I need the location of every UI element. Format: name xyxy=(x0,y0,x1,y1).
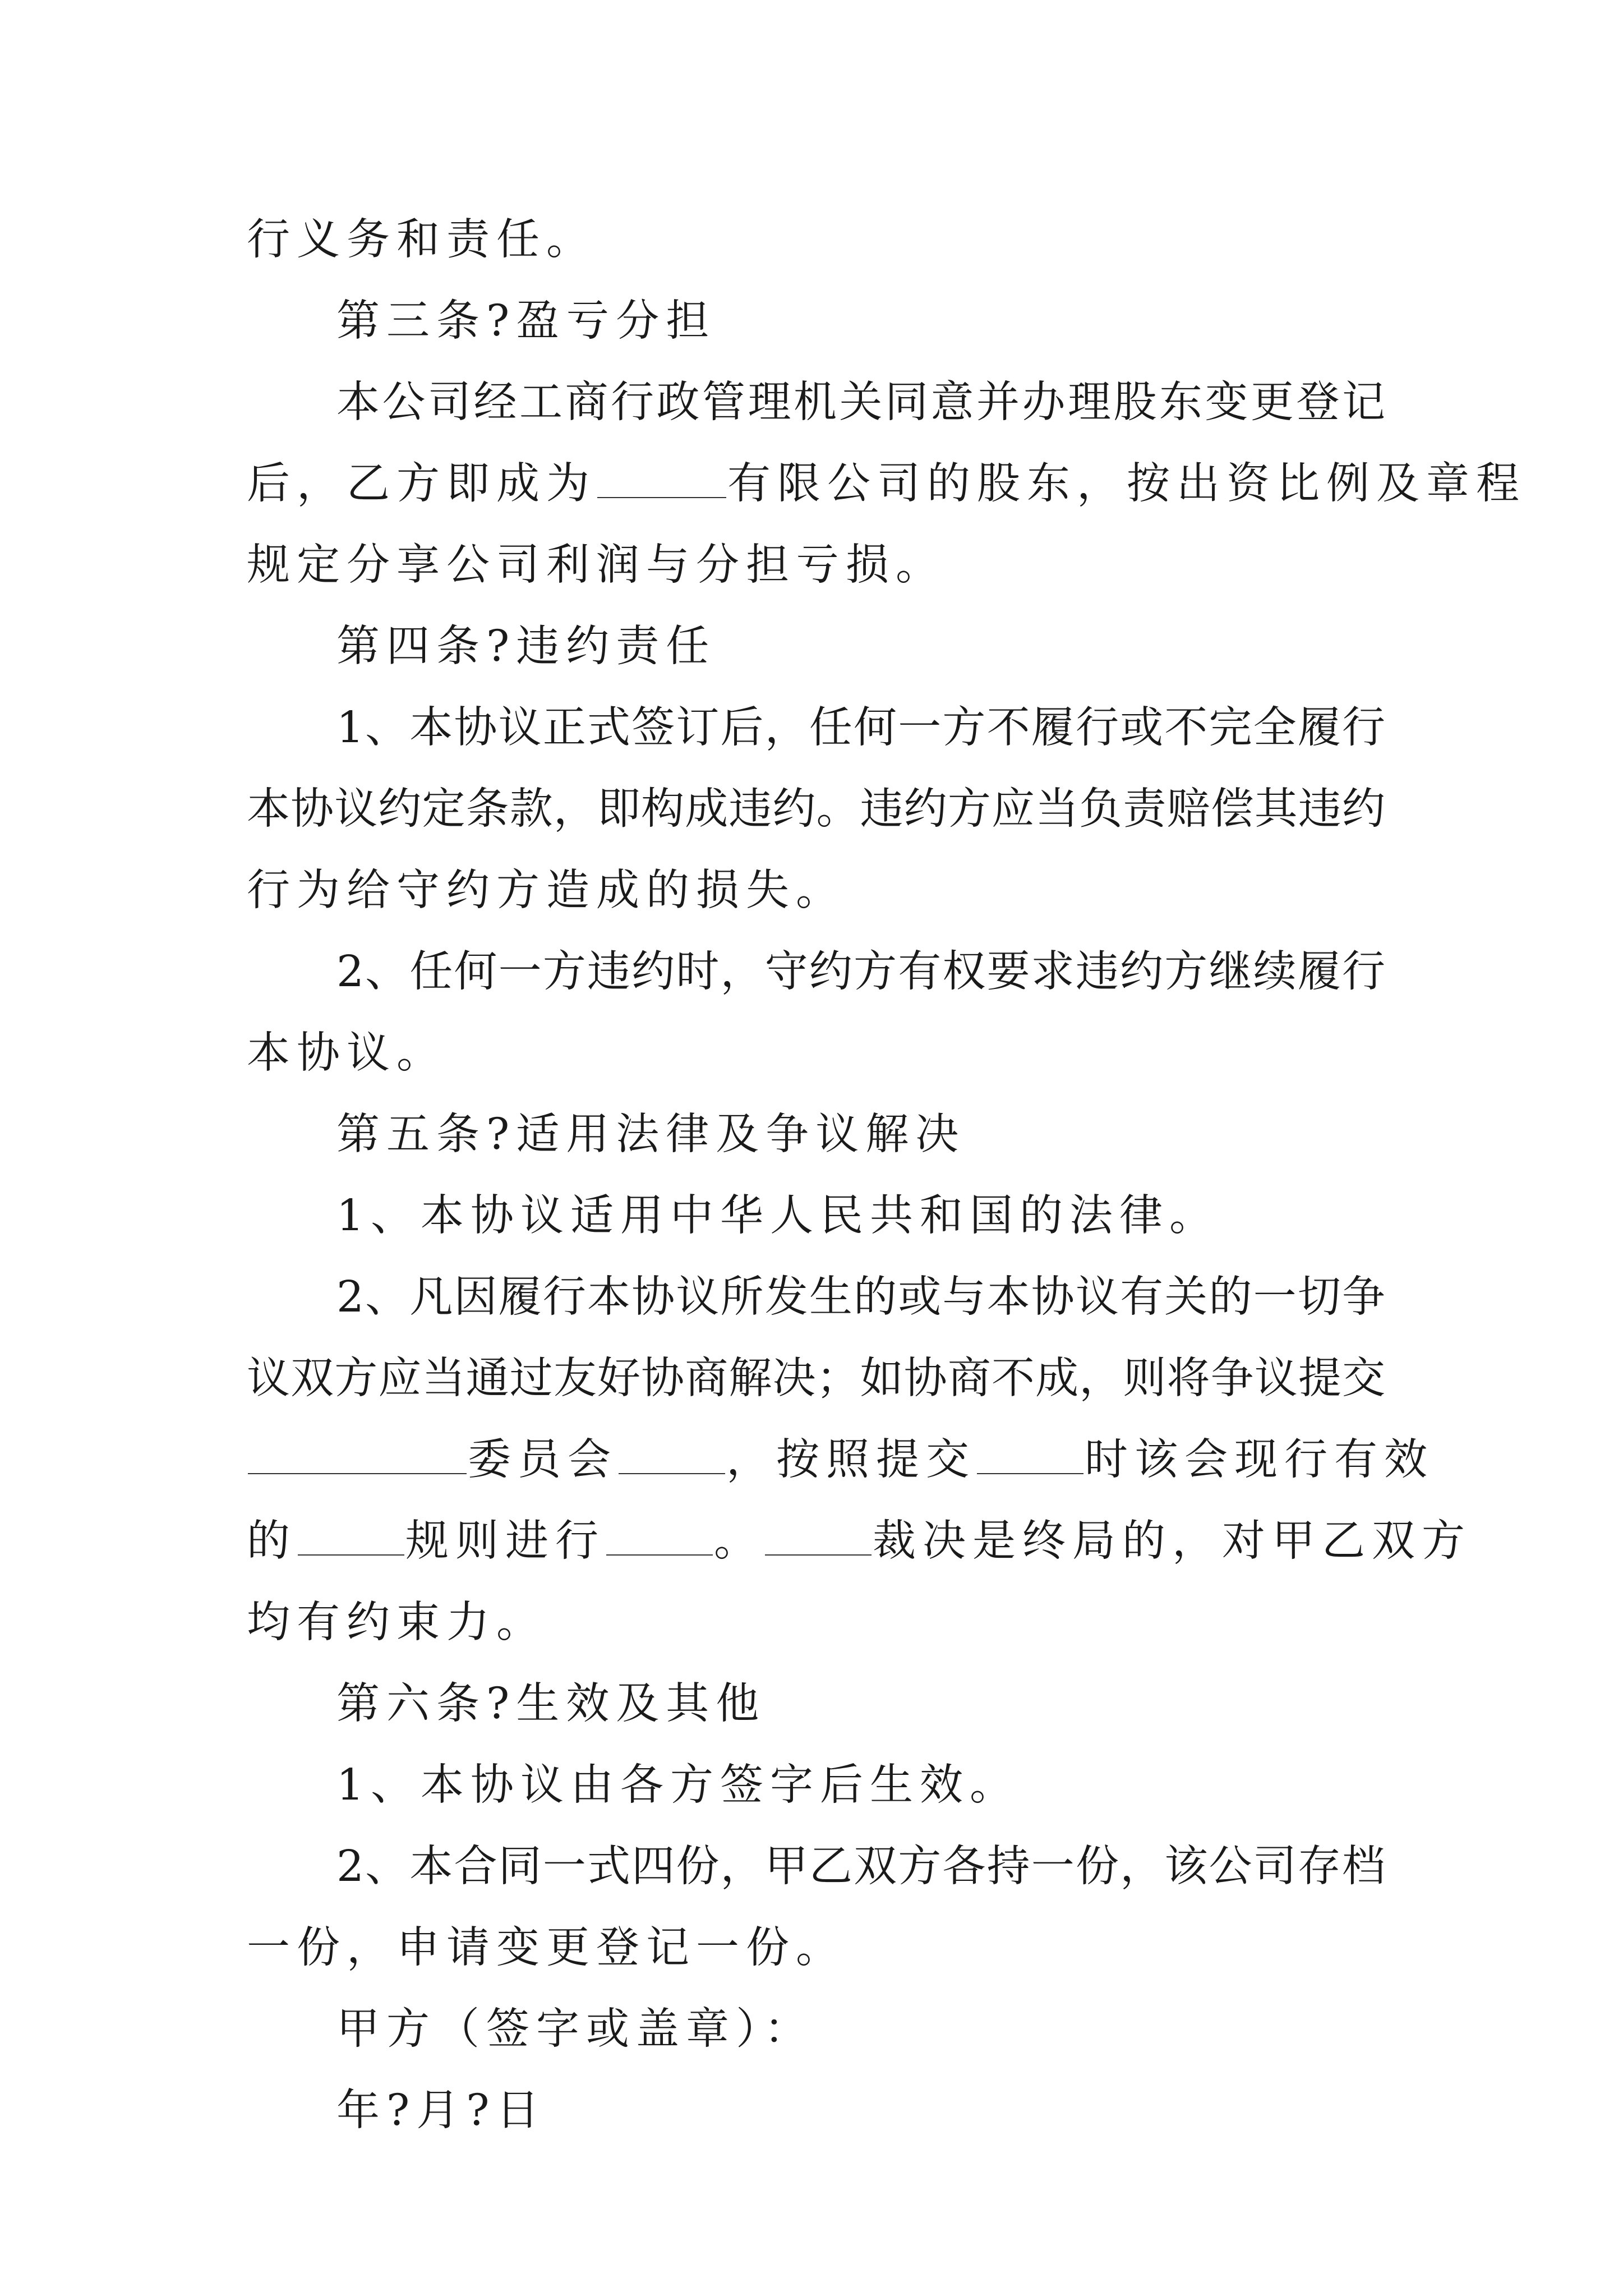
text-run: 时该会现行有效 xyxy=(1085,1435,1434,1485)
text-run: 有限公司的股东，按出资比例及章程 xyxy=(727,459,1526,509)
text-line xyxy=(247,1826,1385,1907)
text-run: 2、任何一方违约时，守约方有权要求违约方继续履行 xyxy=(336,947,1385,997)
signature-date xyxy=(247,2070,1385,2151)
text-line xyxy=(247,1582,1385,1663)
section-heading xyxy=(247,1663,1385,1745)
fill-in-blank xyxy=(977,1434,1083,1474)
text-line xyxy=(247,1907,1385,1989)
text-run: 第四条?违约责任 xyxy=(336,622,716,671)
text-run: 议双方应当通过友好协商解决；如协商不成，则将争议提交 xyxy=(247,1354,1385,1404)
text-line xyxy=(247,1501,1472,1582)
text-run: 的 xyxy=(247,1516,297,1566)
fill-in-blank xyxy=(619,1434,725,1474)
text-line xyxy=(247,687,1385,769)
text-run: 本协议。 xyxy=(247,1028,446,1078)
text-run: 第六条?生效及其他 xyxy=(336,1679,766,1729)
document-body xyxy=(247,199,1526,2151)
text-run: 行义务和责任。 xyxy=(247,215,596,265)
text-run: 规定分享公司利润与分担亏损。 xyxy=(247,540,946,590)
text-line xyxy=(247,199,1385,280)
section-heading xyxy=(247,280,1385,362)
text-run: 2、本合同一式四份，甲乙双方各持一份，该公司存档 xyxy=(336,1842,1385,1892)
text-run: 甲方（签字或盖章）： xyxy=(336,2004,814,2054)
text-line xyxy=(247,1013,1385,1094)
text-line xyxy=(247,524,1385,606)
text-run: 委员会 xyxy=(468,1435,617,1485)
text-line xyxy=(247,1257,1385,1338)
text-run: 规则进行 xyxy=(405,1516,605,1566)
text-line xyxy=(247,1175,1385,1257)
text-line xyxy=(247,850,1385,931)
fill-in-blank xyxy=(298,1515,404,1556)
text-run: 年?月?日 xyxy=(336,2086,546,2136)
text-run: 1、本协议适用中华人民共和国的法律。 xyxy=(336,1191,1219,1241)
text-run: 裁决是终局的，对甲乙双方 xyxy=(873,1516,1472,1566)
text-run: 第三条?盈亏分担 xyxy=(336,296,716,346)
text-run: 1、本协议正式签订后，任何一方不履行或不完全履行 xyxy=(336,703,1385,753)
text-line xyxy=(247,362,1385,443)
fill-in-blank xyxy=(606,1515,713,1556)
text-run: 2、凡因履行本协议所发生的或与本协议有关的一切争 xyxy=(336,1272,1385,1322)
fill-in-blank xyxy=(597,458,726,498)
text-run: 本公司经工商行政管理机关同意并办理股东变更登记 xyxy=(336,378,1385,427)
text-run: 一份，申请变更登记一份。 xyxy=(247,1923,846,1973)
text-run: 第五条?适用法律及争议解决 xyxy=(336,1110,966,1159)
text-line xyxy=(247,443,1526,524)
text-run: 1、本协议由各方签字后生效。 xyxy=(336,1760,1020,1810)
text-run: 后，乙方即成为 xyxy=(247,459,596,509)
text-run: ，按照提交 xyxy=(726,1435,976,1485)
section-heading xyxy=(247,606,1385,687)
fill-in-blank xyxy=(248,1434,467,1474)
text-run: 。 xyxy=(714,1516,764,1566)
text-line xyxy=(247,931,1385,1013)
signature-party-a xyxy=(247,1989,1385,2070)
text-line xyxy=(247,1338,1385,1419)
text-line xyxy=(247,1419,1434,1501)
fill-in-blank xyxy=(765,1515,872,1556)
section-heading xyxy=(247,1094,1385,1175)
text-run: 本协议约定条款，即构成违约。违约方应当负责赔偿其违约 xyxy=(247,784,1385,834)
text-line xyxy=(247,769,1385,850)
text-run: 行为给守约方造成的损失。 xyxy=(247,866,846,915)
text-line xyxy=(247,1745,1385,1826)
text-run: 均有约束力。 xyxy=(247,1598,546,1648)
